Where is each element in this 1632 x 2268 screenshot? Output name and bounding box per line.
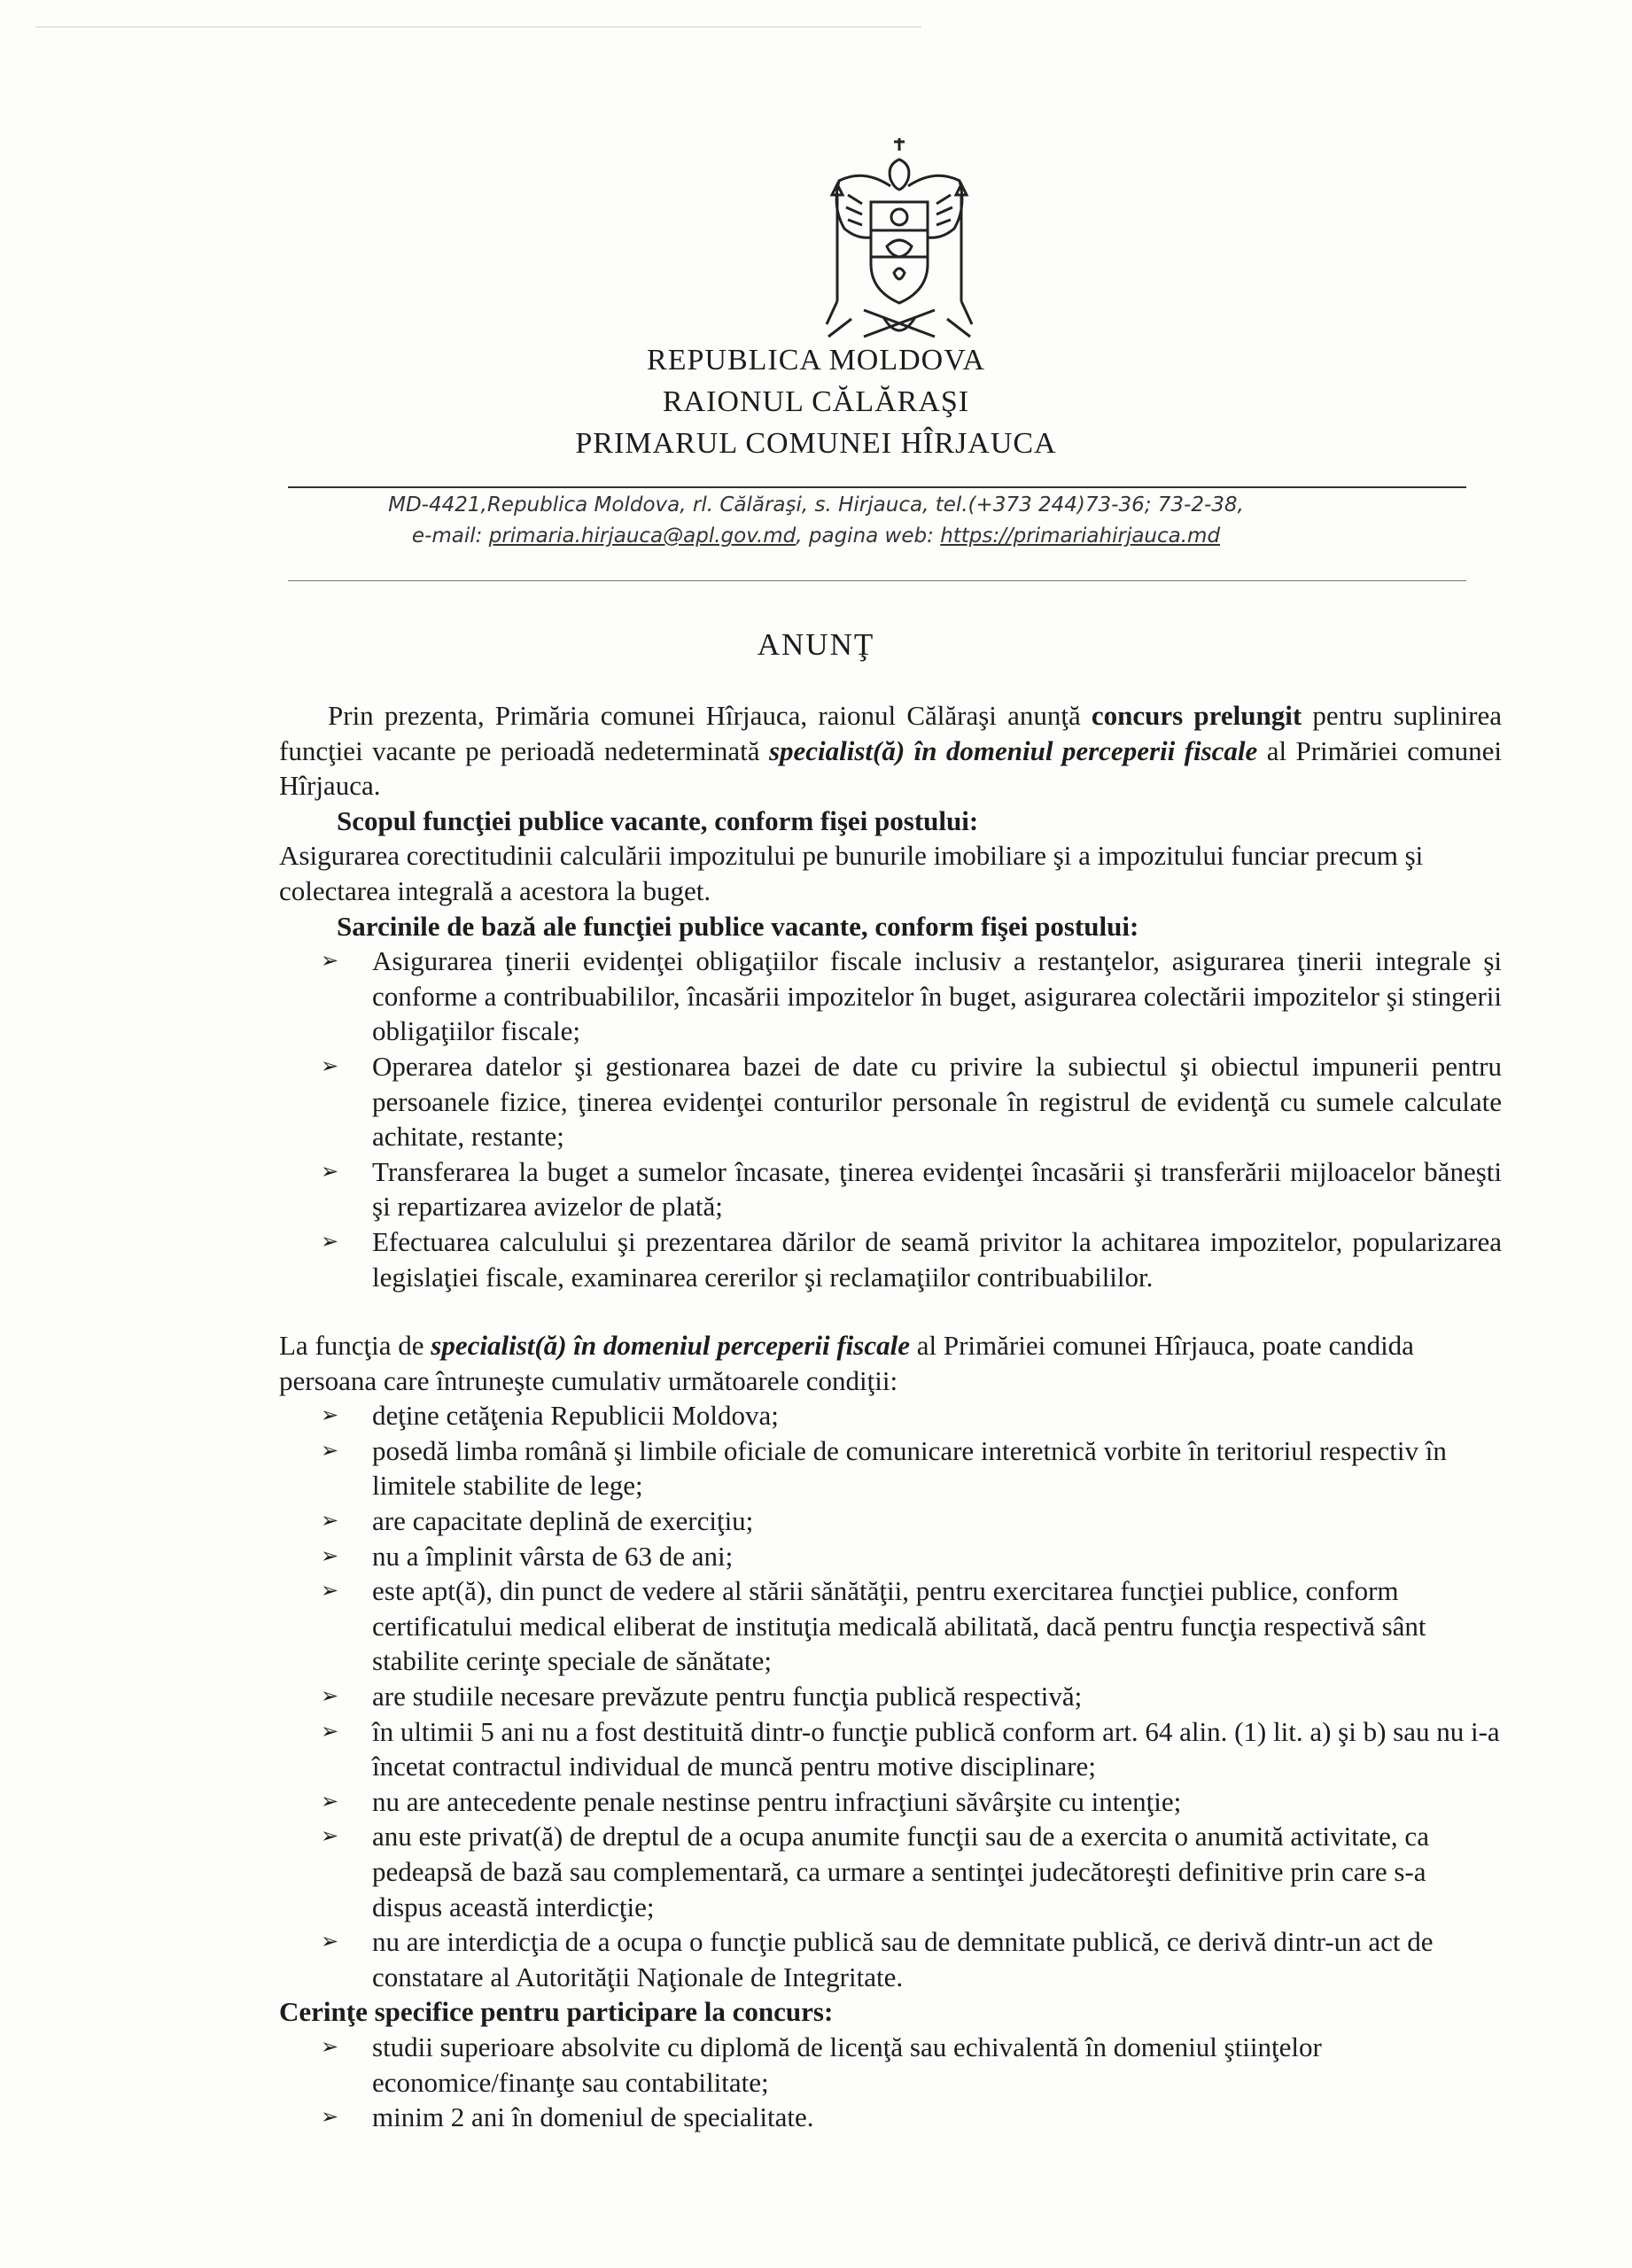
header-district: RAIONUL CĂLĂRAŞI bbox=[662, 385, 970, 418]
list-item: ➢ anu este privat(ă) de dreptul de a ocupa anumite funcţii sau de a exercita o anumită activitate, ca pedeapsă de bază sau complementară, ca urmare a sentinţei judecătoreşti definitive prin care s-a dispus această interdicţie; bbox=[372, 1819, 1502, 1924]
coat-of-arms-icon bbox=[802, 133, 997, 354]
requirements-list bbox=[279, 2030, 1502, 2135]
header-country: REPUBLICA MOLDOVA bbox=[647, 344, 985, 377]
email-link[interactable]: primaria.hirjauca@apl.gov.md bbox=[488, 524, 797, 548]
list-item: ➢ Efectuarea calculului şi prezentarea dărilor de seamă privitor la achitarea impozitelor, popularizarea legislaţiei fiscale, examinarea cererilor şi reclamaţiilor contribuabililor. bbox=[372, 1224, 1502, 1294]
document-title: ANUNŢ bbox=[757, 627, 875, 662]
list-item: ➢ are studiile necesare prevăzute pentru funcţia publică respectivă; bbox=[372, 1679, 1502, 1714]
contact-email-web bbox=[0, 524, 1632, 548]
conditions-intro: La funcţia de specialist(ă) în domeniul perceperii fiscale al Primăriei comunei Hîrjauca, poate candida persoana care întruneşte cumulativ următoarele condiţii: bbox=[279, 1330, 1414, 1396]
list-item: ➢ minim 2 ani în domeniul de specialitate. bbox=[372, 2100, 1502, 2135]
contact-divider bbox=[288, 580, 1466, 581]
list-item: ➢ are capacitate deplină de exerciţiu; bbox=[372, 1503, 1502, 1539]
list-item: ➢ Operarea datelor şi gestionarea bazei de date cu privire la subiectul şi obiectul impunerii pentru persoanele fizice, ţinerea evidenţei conturilor personale în registrul de evidenţă cu sumele calculate achitate, restante; bbox=[372, 1049, 1502, 1154]
website-link[interactable]: https://primariahirjauca.md bbox=[940, 524, 1221, 548]
email-label: e-mail: bbox=[411, 524, 483, 548]
list-item: ➢ nu are antecedente penale nestinse pentru infracţiuni săvârşite cu intenţie; bbox=[372, 1784, 1502, 1820]
tasks-list bbox=[279, 944, 1502, 1294]
list-item: ➢ Asigurarea ţinerii evidenţei obligaţiilor fiscale inclusiv a restanţelor, asigurarea ţinerii integrale şi conforme a contribuabililor, încasării impozitelor în buget, asigurarea colectării impozitelor şi stingerii obligaţiilor fiscale; bbox=[372, 944, 1502, 1049]
list-item: ➢ posedă limba română şi limbile oficiale de comunicare interetnică vorbite în teritoriul respectiv în limitele stabilite de lege; bbox=[372, 1433, 1502, 1503]
intro-paragraph: Prin prezenta, Primăria comunei Hîrjauca, raionul Călăraşi anunţă concurs prelungit pentru suplinirea funcţiei vacante pe perioadă nedeterminată specialist(ă) în domeniul perceperii fiscale al Primăriei comunei Hîrjauca. bbox=[279, 700, 1503, 802]
list-item: ➢ Transferarea la buget a sumelor încasate, ţinerea evidenţei încasării şi transferării mijloacelor băneşti şi repartizarea avizelor de plată; bbox=[372, 1154, 1502, 1224]
requirements-heading: Cerinţe specifice pentru participare la concurs: bbox=[279, 1996, 834, 2028]
list-item: ➢ este apt(ă), din punct de vedere al stării sănătăţii, pentru exercitarea funcţiei publice, conform certificatului medical eliberat de instituţia medicală abilitată, dacă pentru funcţia respectivă sânt stabilite cerinţe speciale de sănătate; bbox=[372, 1573, 1502, 1679]
list-item: ➢ studii superioare absolvite cu diplomă de licenţă sau echivalentă în domeniul ştiinţelor economice/finanţe sau contabilitate; bbox=[372, 2030, 1502, 2100]
list-item: ➢ în ultimii 5 ani nu a fost destituită dintr-o funcţie publică conform art. 64 alin. (1) lit. a) şi b) sau nu i-a încetat contractul individual de muncă pentru motive disciplinare; bbox=[372, 1714, 1502, 1784]
list-item: ➢ nu a împlinit vârsta de 63 de ani; bbox=[372, 1539, 1502, 1574]
web-label: , pagina web: bbox=[796, 524, 934, 548]
list-item: ➢ deţine cetăţenia Republicii Moldova; bbox=[372, 1398, 1502, 1433]
conditions-list bbox=[279, 1398, 1502, 1994]
header-divider bbox=[288, 486, 1466, 488]
scope-heading: Scopul funcţiei publice vacante, conform fişei postului: bbox=[337, 804, 979, 836]
scope-text: Asigurarea corectitudinii calculării impozitului pe bunurile imobiliare şi a impozitului funciar precum şi colectarea integrală a acestora la buget. bbox=[279, 840, 1424, 906]
list-item: ➢ nu are interdicţia de a ocupa o funcţie publică sau de demnitate publică, ce derivă dintr-un act de constatare al Autorităţii Naţionale de Integritate. bbox=[372, 1924, 1502, 1994]
document-body bbox=[279, 698, 1502, 2135]
header-mayor: PRIMARUL COMUNEI HÎRJAUCA bbox=[575, 427, 1057, 460]
tasks-heading: Sarcinile de bază ale funcţiei publice vacante, conform fişei postului: bbox=[337, 910, 1139, 942]
contact-address: MD-4421,Republica Moldova, rl. Călăraşi, s. Hirjauca, tel.(+373 244)73-36; 73-2-38, bbox=[388, 493, 1244, 517]
